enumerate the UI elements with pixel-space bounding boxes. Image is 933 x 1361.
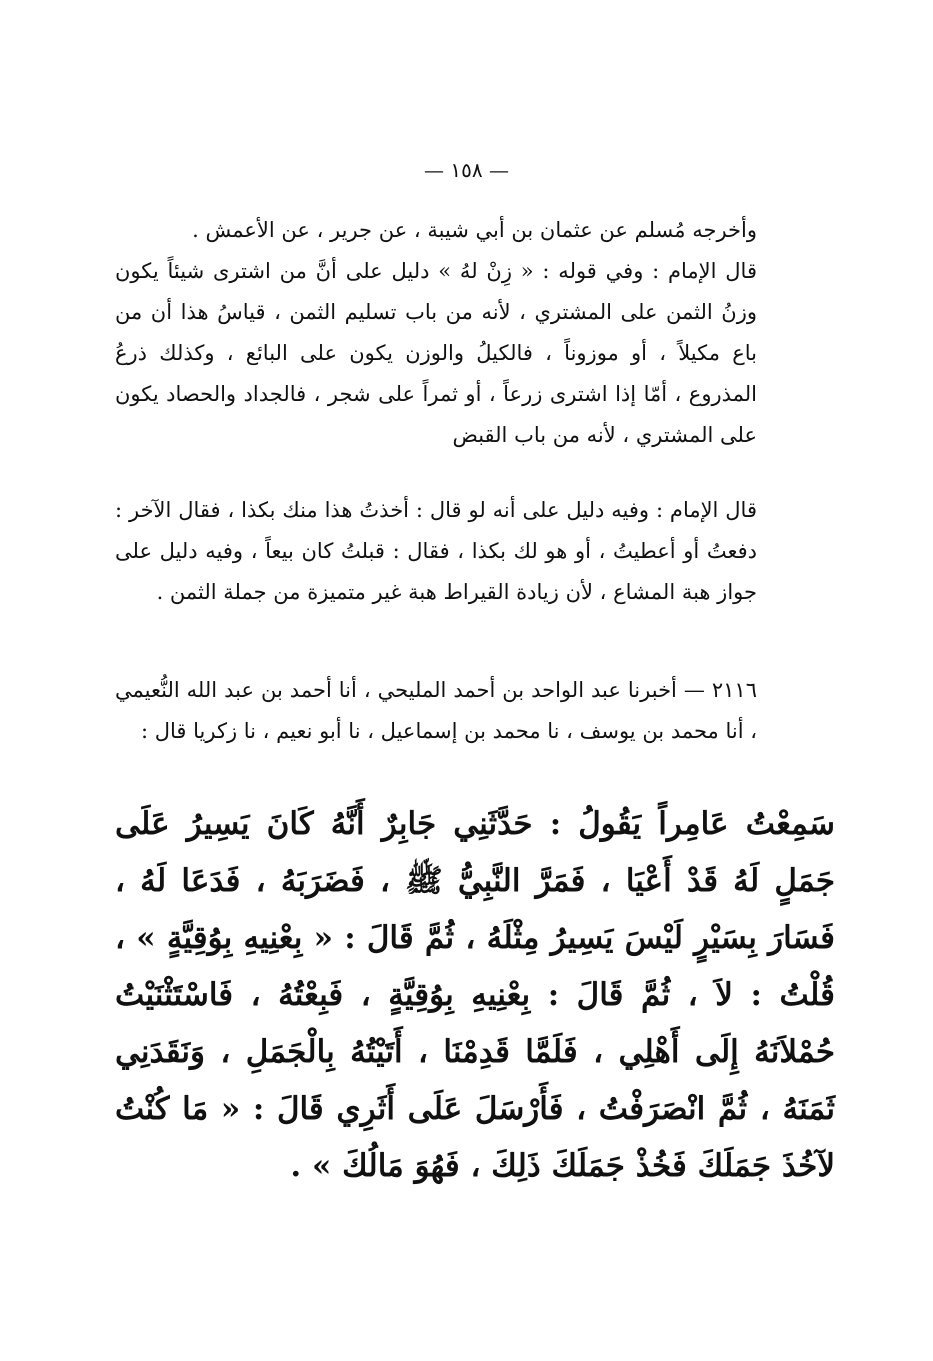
paragraph-imam-commentary-2: قال الإمام : وفيه دليل على أنه لو قال : أخذتُ هذا منك بكذا ، فقال الآخر : دفعتُ أو أعطيتُ ، أو هو لك بكذا ، فقال : قبلتُ كان بيعاً ، وفيه دليل على جواز هبة المشاع ، لأن زيادة القيراط هبة غير متميزة من جملة الثمن .	[115, 498, 757, 604]
paragraph-isnad: ٢١١٦ — أخبرنا عبد الواحد بن أحمد المليحي ، أنا أحمد بن عبد الله النُّعيمي ، أنا محمد بن يوسف ، نا محمد بن إسماعيل ، نا أبو نعيم ، نا زكريا قال :	[115, 678, 757, 743]
commentary-block-2	[115, 490, 805, 613]
commentary-block	[115, 210, 805, 456]
paragraph-attribution: وأخرجه مُسلم عن عثمان بن أبي شيبة ، عن جرير ، عن الأعمش .	[192, 218, 757, 242]
hadith-text: سَمِعْتُ عَامِراً يَقُولُ : حَدَّثَنِي جَابِرٌ أَنَّهُ كَانَ يَسِيرُ عَلَى جَمَلٍ لَهُ قَدْ أَعْيَا ، فَمَرَّ النَّبِيُّ ﷺ ، فَضَرَبَهُ ، فَدَعَا لَهُ ، فَسَارَ بِسَيْرٍ لَيْسَ يَسِيرُ مِثْلَهُ ، ثُمَّ قَالَ : « بِعْنِيهِ بِوُقِيَّةٍ » ، قُلْتُ : لاَ ، ثُمَّ قَالَ : بِعْنِيهِ بِوُقِيَّةٍ ، فَبِعْتُهُ ، فَاسْتَثْنَيْتُ حُمْلاَنَهُ إِلَى أَهْلِي ، فَلَمَّا قَدِمْنَا ، أَتَيْتُهُ بِالْجَمَلِ ، وَنَقَدَنِي ثَمَنَهُ ، ثُمَّ انْصَرَفْتُ ، فَأَرْسَلَ عَلَى أَثَرِي قَالَ : « مَا كُنْتُ لآخُذَ جَمَلَكَ فَخُذْ جَمَلَكَ ذَلِكَ ، فَهُوَ مَالُكَ » .	[115, 806, 835, 1184]
isnad-block	[115, 670, 805, 752]
paragraph-imam-commentary-1: قال الإمام : وفي قوله : « زِنْ لهُ » دليل على أنَّ من اشترى شيئاً يكون وزنُ الثمن على المشتري ، لأنه من باب تسليم الثمن ، قياسُ هذا أن من باع مكيلاً ، أو موزوناً ، فالكيلُ والوزن يكون على البائع ، وكذلك ذرعُ المذروع ، أمّا إذا اشترى زرعاً ، أو ثمراً على شجر ، فالجداد والحصاد يكون على المشتري ، لأنه من باب القبض	[115, 259, 758, 447]
page-number: — ١٥٨ —	[424, 158, 509, 182]
